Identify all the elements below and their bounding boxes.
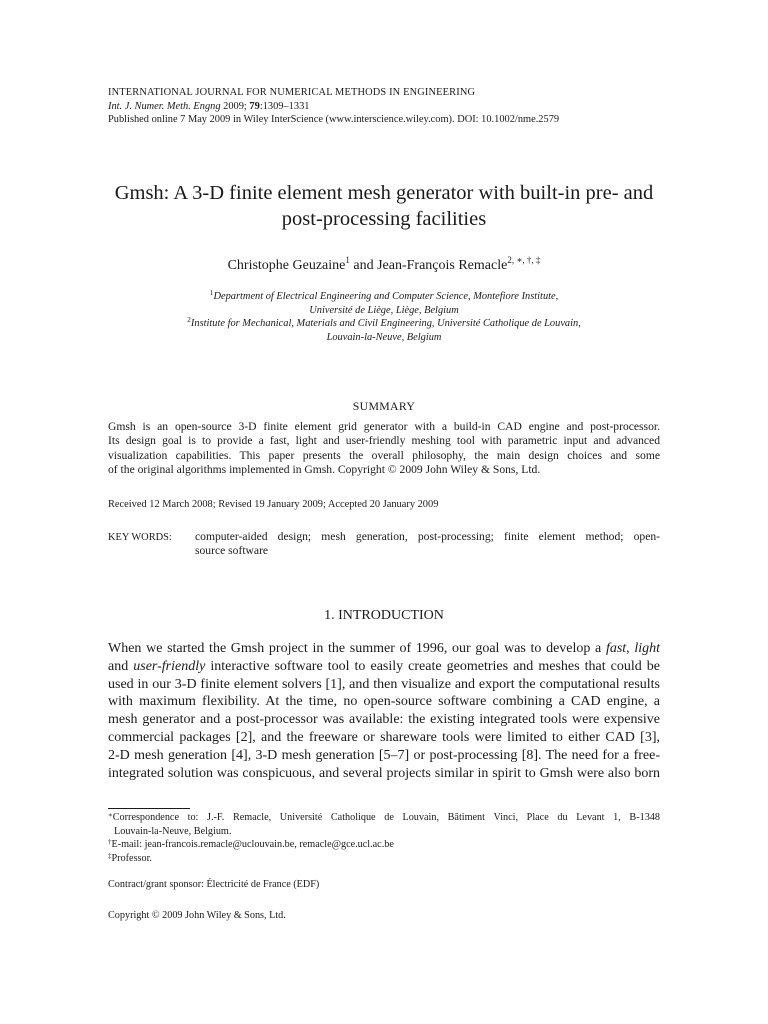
grant-sponsor: Contract/grant sponsor: Électricité de France (EDF) [108,879,320,890]
footnote-mark: † [108,838,112,847]
title-line-1: Gmsh: A 3-D finite element mesh generator with built-in pre- and [114,182,654,204]
footnotes [108,811,660,865]
author-1: Christophe Geuzaine [227,258,346,273]
footnote-text: Professor. [111,852,152,864]
affiliation-1-line-2: Université de Liège, Liège, Belgium [309,304,459,316]
footnote-email [108,838,660,852]
body-text: interactive software tool to easily create geometries and meshes that could be [205,658,660,674]
author-conjunction: and [349,258,378,273]
body-text: When we started the Gmsh project in the summer of 1996, our goal was to develop a [108,641,606,656]
keywords-text [195,530,660,559]
affiliation-2-line-1 [80,317,688,331]
body-line: integrated solution was conspicuous, and several projects similar in spirit to Gmsh were also born [108,765,660,781]
author-1-mark: 1 [345,255,350,265]
body-line: used in our 3-D finite element solvers [1], and then visualize and export the computational results [108,676,660,692]
footnote-correspondence-cont: Louvain-la-Neuve, Belgium. [114,825,232,837]
footnote-professor [108,852,660,866]
footnote-rule [108,808,190,809]
abstract-line: visualization capabilities. This paper presents the overall philosophy, the main design choices and some [108,448,660,462]
abstract-line: Gmsh is an open-source 3-D finite element grid generator with a build-in CAD engine and post-processor. [108,420,660,433]
emph-user-friendly: user-friendly [133,658,206,674]
affiliation-1-text: Department of Electrical Engineering and Computer Science, Montefiore Institute, [213,291,559,302]
title-line-2: post-processing facilities [281,208,487,230]
copyright-notice: Copyright © 2009 John Wiley & Sons, Ltd. [108,910,286,921]
section-heading: 1. INTRODUCTION [324,608,444,623]
citation-abbrev: Int. J. Numer. Meth. Engng [108,100,221,112]
keywords-label: KEY WORDS: [108,532,172,543]
author-2-marks: 2, ∗, †, ‡ [507,255,541,265]
paper-title [60,180,708,232]
affiliation-2-line-2: Louvain-la-Neuve, Belgium [326,331,442,343]
section-body [108,640,660,782]
emph-fast: fast [605,641,627,656]
body-line: with maximum flexibility. At the time, no open-source software combining a CAD engine, a [108,694,660,710]
body-line: mesh generator and a post-processor was available: the existing integrated tools were expensive [108,712,660,728]
body-line [108,658,660,676]
citation-year: 2009; [220,100,250,112]
summary-heading: SUMMARY [352,399,416,413]
abstract-line: Its design goal is to provide a fast, light and user-friendly meshing tool with parametric input and advanced [108,434,660,448]
body-line: commercial packages [2], and the freeware or shareware tools were limited to either CAD [3], [108,729,660,745]
body-text: , [626,641,635,656]
citation-line [108,100,668,114]
affiliation-1-mark: 1 [209,288,214,297]
footnote-mark: ∗ [108,811,113,819]
footnote-correspondence [108,811,660,825]
abstract-line: of the original algorithms implemented in Gmsh. Copyright © 2009 John Wiley & Sons, Ltd. [108,463,541,477]
journal-header [108,86,668,127]
emph-light: light [634,641,661,656]
affiliations [80,290,688,344]
footnote-text: Correspondence to: J.-F. Remacle, Université Catholique de Louvain, Bâtiment Vinci, Place du Levant 1, B-1348 [112,812,660,823]
affiliation-2-mark: 2 [187,315,191,325]
body-line: 2-D mesh generation [4], 3-D mesh generation [5–7] or post-processing [8]. The need for a free- [108,747,660,763]
body-line [108,640,660,658]
keywords-line-1: computer-aided design; mesh generation, post-processing; finite element method; open- [195,530,660,543]
keywords-line-2: source software [195,544,269,558]
published-line: Published online 7 May 2009 in Wiley InterScience (www.interscience.wiley.com). DOI: 10.1002/nme.2579 [108,114,560,125]
abstract [108,420,660,478]
footnote-mark: ‡ [108,851,112,860]
author-line [60,256,708,276]
affiliation-1-line-1 [80,290,688,304]
citation-pages: :1309–1331 [259,100,310,112]
author-2: Jean-François Remacle [377,258,508,273]
citation-volume: 79 [249,100,260,112]
body-text: and [108,658,134,674]
journal-name: INTERNATIONAL JOURNAL FOR NUMERICAL METHODS IN ENGINEERING [108,87,476,98]
footnote-text: E-mail: jean-francois.remacle@uclouvain.be, remacle@gce.ucl.ac.be [111,839,394,851]
received-dates: Received 12 March 2008; Revised 19 January 2009; Accepted 20 January 2009 [108,499,439,510]
affiliation-2-text: Institute for Mechanical, Materials and Civil Engineering, Université Catholique de Louvain, [190,318,581,330]
